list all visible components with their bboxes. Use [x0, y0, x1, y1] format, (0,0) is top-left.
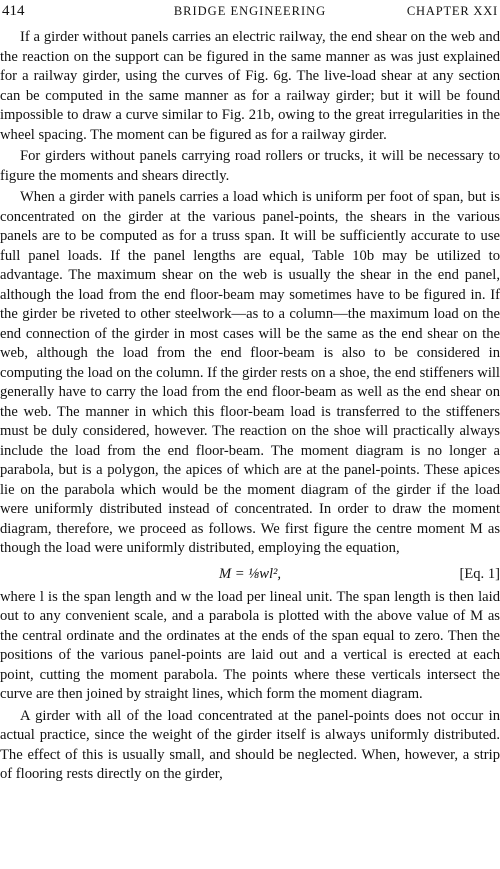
equation-formula: M = ⅛wl²,: [218, 565, 282, 582]
paragraph-span-length: where l is the span length and w the load per lineal unit. The span length is then laid out to any convenient scale, and a parabola is plotted with the above value of M as the central ordinate and the ordinates at the ends of the span equal to zero. Then the positions of the various panel-points are laid out and a vertical is erected at each point, cutting the moment parabola. The points where these verticals intersect the curve are then joined by straight lines, which form the moment diagram.: [0, 588, 500, 702]
paragraph-concentrated-load: A girder with all of the load concentrated at the panel-points does not occur in actual practice, since the weight of the girder itself is always uniformly distributed. The effect of this is usually small, and should be neglected. When, however, a strip of flooring rests directly on the girder,: [0, 707, 500, 782]
paragraph-electric-railway: If a girder without panels carries an electric railway, the end shear on the web and the reaction on the support can be figured in the same manner as was just explained for a railway girder, using the curves of Fig. 6g. The live-load shear at any section can be computed in the same manner as for a railway girder; but it will be found impossible to draw a curve similar to Fig. 21b, owing to the great irregularities in the wheel spacing. The moment can be figured as for a railway girder.: [0, 29, 500, 143]
equation-number: [Eq. 1]: [459, 565, 500, 582]
body-text: [0, 28, 500, 785]
running-head: [2, 1, 498, 21]
equation-block: [0, 562, 500, 586]
paragraph-panel-girder: When a girder with panels carries a load which is uniform per foot of span, but is concentrated on the girder at the various panel-points, the shears in the various panels are to be computed as for a truss span. It will be sufficiently accurate to use full panel loads. If the panel lengths are equal, Table 10b may be utilized to advantage. The maximum shear on the web is usually the shear in the end panel, although the load from the end floor-beam may sometimes have to be figured in. If the girder be riveted to other steelwork—as to a column—the maximum load on the end connection of the girder in most cases will be the same as the end shear on the web, although the load from the end floor-beam is also to be considered in computing the load on the column. If the girder rests on a shoe, the end stiffeners will generally have to carry the load from the end floor-beam as well as the end shear on the web. The manner in which this floor-beam load is transferred to the stiffeners must be duly considered, however. The reaction on the shoe will practically always include the load from the end floor-beam. The moment diagram is no longer a parabola, but is a polygon, the apices of which are at the panel-points. These apices lie on the parabola which would be the moment diagram of the girder if the load were uniformly distributed instead of concentrated. In order to draw the moment diagram, therefore, we proceed as follows. We first figure the centre moment M as though the load were uniformly distributed, employing the equation,: [0, 189, 500, 556]
paragraph-road-rollers: For girders without panels carrying road rollers or trucks, it will be necessary to figure the moments and shears directly.: [0, 148, 500, 184]
running-title: BRIDGE ENGINEERING: [173, 4, 327, 18]
chapter-label: CHAPTER XXI: [406, 4, 498, 18]
page-number: 414: [2, 3, 25, 19]
